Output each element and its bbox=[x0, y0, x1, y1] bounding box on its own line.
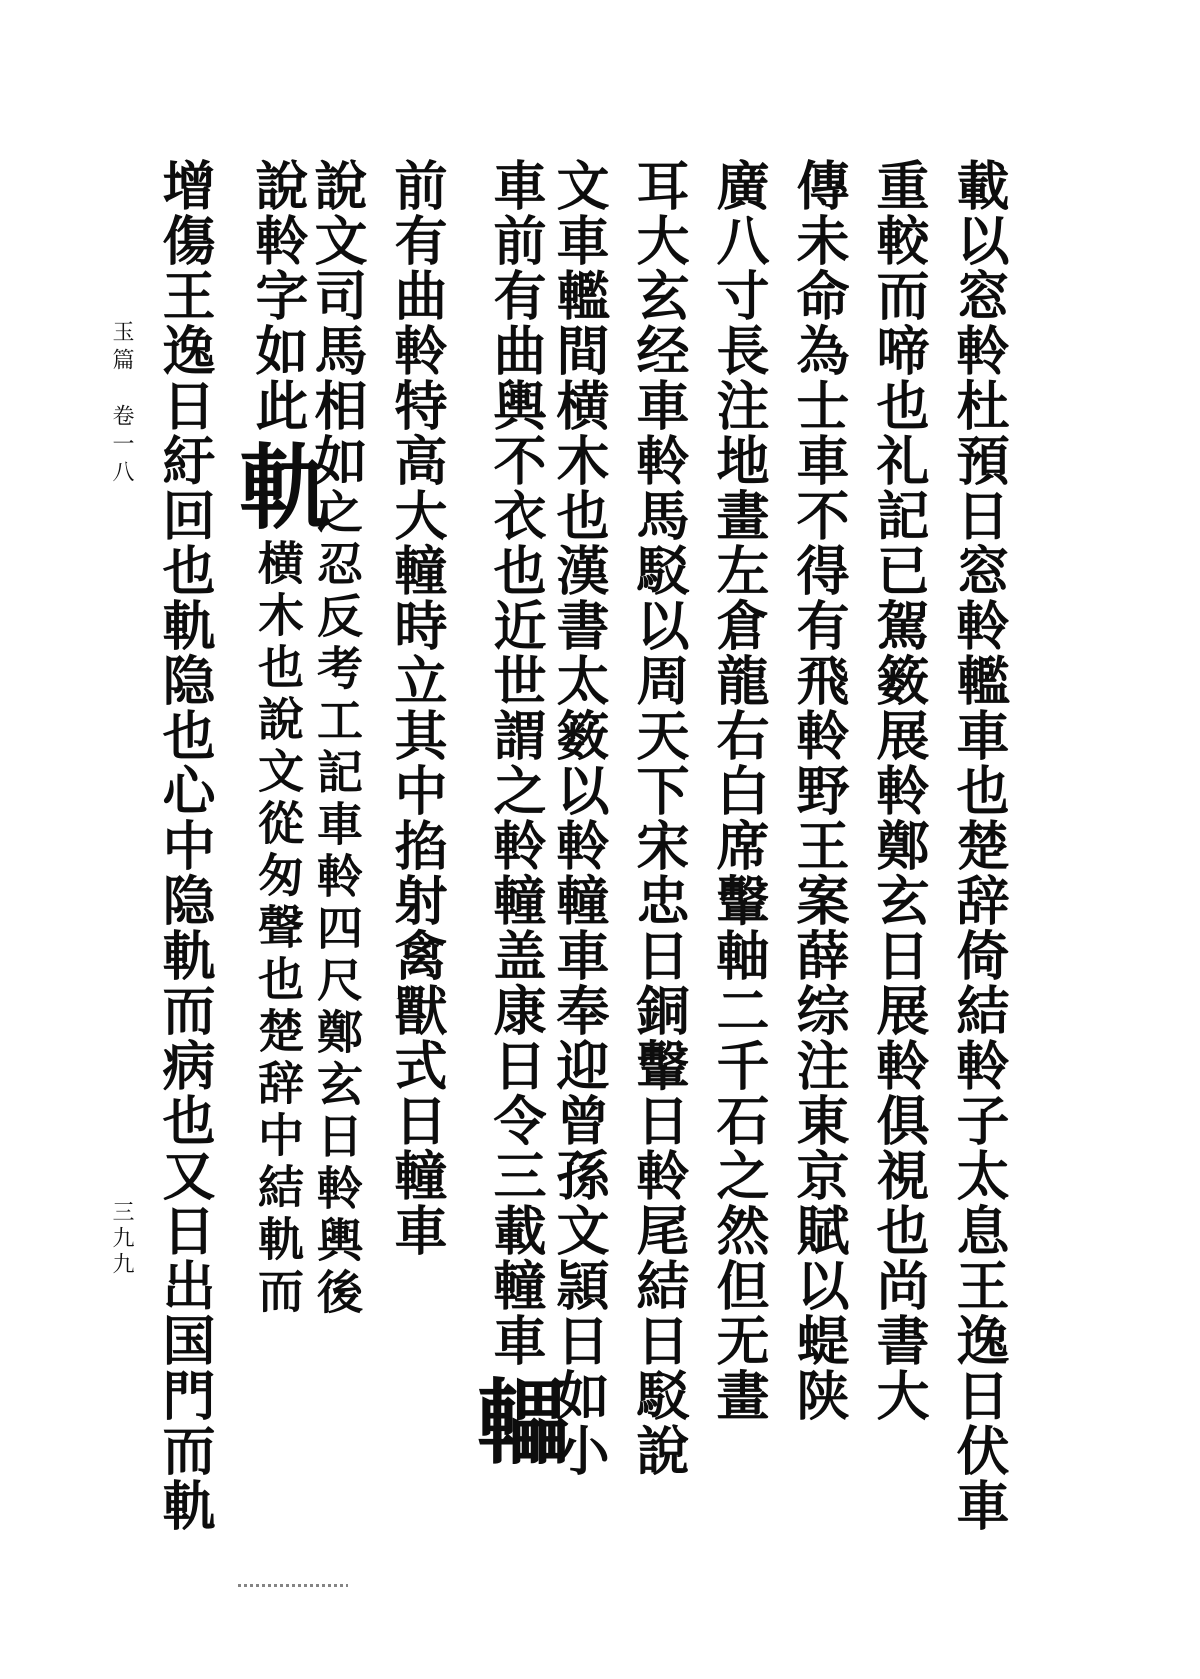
text-segment: 前有曲軨特高大䡴時立其中掐射禽獸式日䡴車 bbox=[386, 158, 448, 1258]
text-segment: 耳大玄经車軨馬駁以周天下宋忠日銅轚日軨尾結日駁說 bbox=[628, 158, 690, 1478]
text-segment: 載以窓軨杜預日窓軨轞車也楚辞倚結軨子太息王逸日伏車 bbox=[948, 158, 1010, 1533]
text-segment: 重較而啼也礼記已駕䉤展軨鄭玄日展軨俱視也尚書大 bbox=[868, 158, 930, 1423]
text-segment: 文車轞間横木也漢書太䉤以軨䡴車奉迎曾孫文頴日如小 bbox=[548, 158, 610, 1478]
page-number: 三九九 bbox=[109, 1200, 134, 1278]
text-segment: 之忍反考工記車軨四尺鄭玄日軨輿後 bbox=[310, 488, 364, 1320]
text-column bbox=[462, 158, 570, 1474]
text-column bbox=[788, 158, 850, 1423]
text-column bbox=[386, 158, 448, 1258]
scan-artifact bbox=[238, 1584, 348, 1587]
text-segment: 傳未命為士車不得有飛軨野王案薛综注東京賦以蝭陕 bbox=[788, 158, 850, 1423]
text-segment: 横木也說文從匆聲也楚辞中結軌而 bbox=[251, 539, 305, 1319]
text-segment: 廣八寸長注地畫左倉龍右白席轚軸二千石之然但无畫 bbox=[708, 158, 770, 1423]
text-column bbox=[948, 158, 1010, 1533]
text-column bbox=[154, 158, 216, 1533]
text-segment: 說軨字如此 bbox=[247, 158, 309, 433]
text-column bbox=[628, 158, 690, 1478]
headword: 軌 bbox=[224, 439, 332, 533]
text-segment: 說文司馬相如 bbox=[306, 158, 368, 488]
text-column bbox=[224, 158, 332, 1319]
headword: 轠 bbox=[462, 1374, 570, 1468]
book-title: 玉篇 卷一八 bbox=[109, 320, 134, 488]
text-segment: 增傷王逸日紆回也軌隐也心中隐軌而病也又日出国門而軌 bbox=[154, 158, 216, 1533]
text-column bbox=[708, 158, 770, 1423]
text-segment: 車前有曲輿不衣也近世謂之軨䡴盖康日令三載䡴車 bbox=[485, 158, 547, 1368]
text-column bbox=[868, 158, 930, 1423]
